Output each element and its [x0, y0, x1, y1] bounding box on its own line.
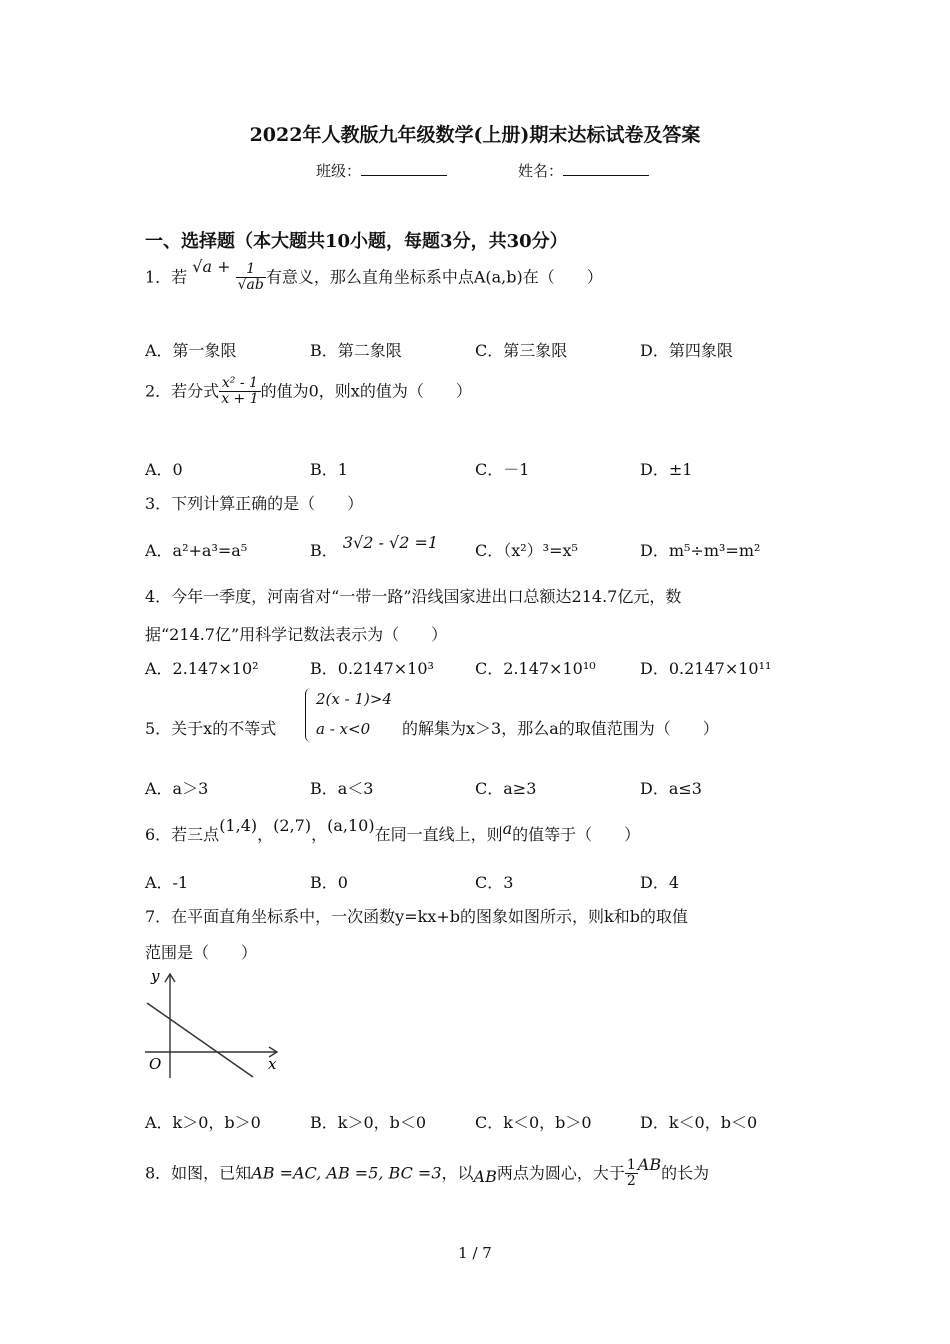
page-number: 1 / 7 — [458, 1244, 492, 1262]
q7-graph — [140, 965, 285, 1083]
q8-suffix: 的长为 — [661, 1163, 710, 1183]
q5-ineq-2: a - x<0 — [316, 720, 371, 738]
q1-plus: + — [217, 257, 231, 277]
question-7-line-1: 7．在平面直角坐标系中，一次函数y=kx+b的图象如图所示，则k和b的取值 — [145, 907, 688, 926]
q8-expr: AB =AC, AB =5, BC =3 — [251, 1163, 442, 1183]
q3-option-b-label: B． — [310, 541, 338, 560]
q6-suffix: 的值等于（ ） — [512, 825, 641, 844]
q1-frac-num: 1 — [236, 262, 266, 278]
section-heading: 一、选择题（本大题共10小题，每题3分，共30分） — [145, 231, 568, 252]
q7-function-line — [147, 1003, 253, 1077]
question-7-line-2: 范围是（ ） — [145, 943, 258, 962]
q6-var: a — [502, 819, 513, 838]
q3-option-b[interactable] — [310, 533, 439, 561]
name-field — [518, 160, 649, 181]
q8-frac-num: 1 — [626, 1157, 636, 1173]
q1-option-c[interactable]: C．第三象限 — [475, 341, 568, 360]
page-title: 2022年人教版九年级数学(上册)期末达标试卷及答案 — [249, 124, 701, 146]
q6-option-a[interactable]: A．-1 — [145, 873, 189, 892]
q8-frac-den: 2 — [626, 1173, 636, 1190]
q8-mid: ，以 — [441, 1163, 474, 1183]
q7-y-label: y — [151, 967, 160, 985]
q6-option-d[interactable]: D．4 — [640, 873, 680, 892]
q3-option-a[interactable]: A．a²+a³=a⁵ — [145, 541, 248, 560]
q6-point-2: (2,7) — [273, 816, 312, 835]
q7-option-d[interactable]: D．k＜0，b＜0 — [640, 1113, 758, 1132]
q6-prefix: 6．若三点 — [145, 825, 220, 844]
q2-option-b[interactable]: B．1 — [310, 460, 348, 479]
q6-mid: 在同一直线上，则 — [374, 825, 503, 844]
q2-frac-den: x + 1 — [221, 391, 259, 408]
q1-sqrt-a: √a — [192, 257, 213, 277]
q8-fraction — [625, 1158, 638, 1190]
question-5-suffix: 的解集为x＞3，那么a的取值范围为（ ） — [402, 719, 719, 738]
q4-option-b[interactable]: B．0.2147×10³ — [310, 659, 434, 678]
q6-comma-1: ， — [257, 825, 274, 844]
q1-option-b[interactable]: B．第二象限 — [310, 341, 402, 360]
q3-option-b-expr: 3√2 - √2 =1 — [342, 533, 439, 552]
q4-option-d[interactable]: D．0.2147×10¹¹ — [640, 659, 772, 678]
question-6 — [145, 816, 641, 845]
q2-fraction — [219, 376, 260, 408]
class-label: 班级： — [316, 162, 362, 180]
q4-option-a[interactable]: A．2.147×10² — [145, 659, 259, 678]
q2-frac-num: x² - 1 — [219, 376, 260, 392]
q6-point-1: (1,4) — [219, 816, 258, 835]
question-2 — [145, 376, 472, 408]
q8-mid2: 两点为圆心，大于 — [496, 1163, 625, 1183]
q7-option-a[interactable]: A．k＞0，b＞0 — [145, 1113, 261, 1132]
q1-suffix: 有意义，那么直角坐标系中点A(a,b)在（ ） — [265, 267, 603, 287]
name-blank[interactable] — [563, 161, 649, 176]
question-4-line-1: 4．今年一季度，河南省对“一带一路”沿线国家进出口总额达214.7亿元，数 — [145, 587, 682, 606]
q1-fraction — [236, 262, 266, 294]
question-1 — [145, 257, 603, 294]
q2-suffix: 的值为0，则x的值为（ ） — [260, 381, 472, 401]
q2-option-a[interactable]: A．0 — [145, 460, 183, 479]
q6-point-3: (a,10) — [327, 816, 375, 835]
q5-option-a[interactable]: A．a＞3 — [145, 779, 209, 798]
q1-option-a[interactable]: A．第一象限 — [145, 341, 237, 360]
q7-option-c[interactable]: C．k＜0，b＞0 — [475, 1113, 592, 1132]
q5-option-d[interactable]: D．a≤3 — [640, 779, 702, 798]
q2-prefix: 2．若分式 — [145, 381, 220, 401]
q4-option-c[interactable]: C．2.147×10¹⁰ — [475, 659, 596, 678]
q5-brace — [305, 688, 314, 742]
q6-option-b[interactable]: B．0 — [310, 873, 348, 892]
class-field — [316, 160, 447, 181]
question-5-prefix: 5．关于x的不等式 — [145, 719, 277, 738]
q7-option-b[interactable]: B．k＞0，b＜0 — [310, 1113, 427, 1132]
name-label: 姓名： — [518, 162, 564, 180]
class-blank[interactable] — [361, 161, 447, 176]
q8-ab-2: AB — [637, 1155, 662, 1175]
q1-frac-den: √ab — [237, 277, 264, 294]
q8-prefix: 8．如图，已知 — [145, 1163, 252, 1183]
q5-option-b[interactable]: B．a＜3 — [310, 779, 374, 798]
q5-ineq-1: 2(x - 1)>4 — [316, 690, 392, 708]
q6-option-c[interactable]: C．3 — [475, 873, 514, 892]
q5-option-c[interactable]: C．a≥3 — [475, 779, 537, 798]
q8-ab: AB — [473, 1167, 497, 1187]
q2-option-d[interactable]: D．±1 — [640, 460, 693, 479]
q3-option-c[interactable]: C．（x²）³=x⁵ — [475, 541, 578, 560]
question-4-line-2: 据“214.7亿”用科学记数法表示为（ ） — [145, 625, 448, 644]
q3-option-d[interactable]: D．m⁵÷m³=m² — [640, 541, 761, 560]
question-8 — [145, 1155, 710, 1190]
q2-option-c[interactable]: C．－1 — [475, 460, 530, 479]
q1-prefix: 1．若 — [145, 267, 188, 287]
q1-option-d[interactable]: D．第四象限 — [640, 341, 733, 360]
q7-x-label: x — [268, 1055, 277, 1073]
q7-origin-label: O — [149, 1055, 162, 1073]
q6-comma-2: ， — [311, 825, 328, 844]
question-3: 3．下列计算正确的是（ ） — [145, 494, 364, 513]
